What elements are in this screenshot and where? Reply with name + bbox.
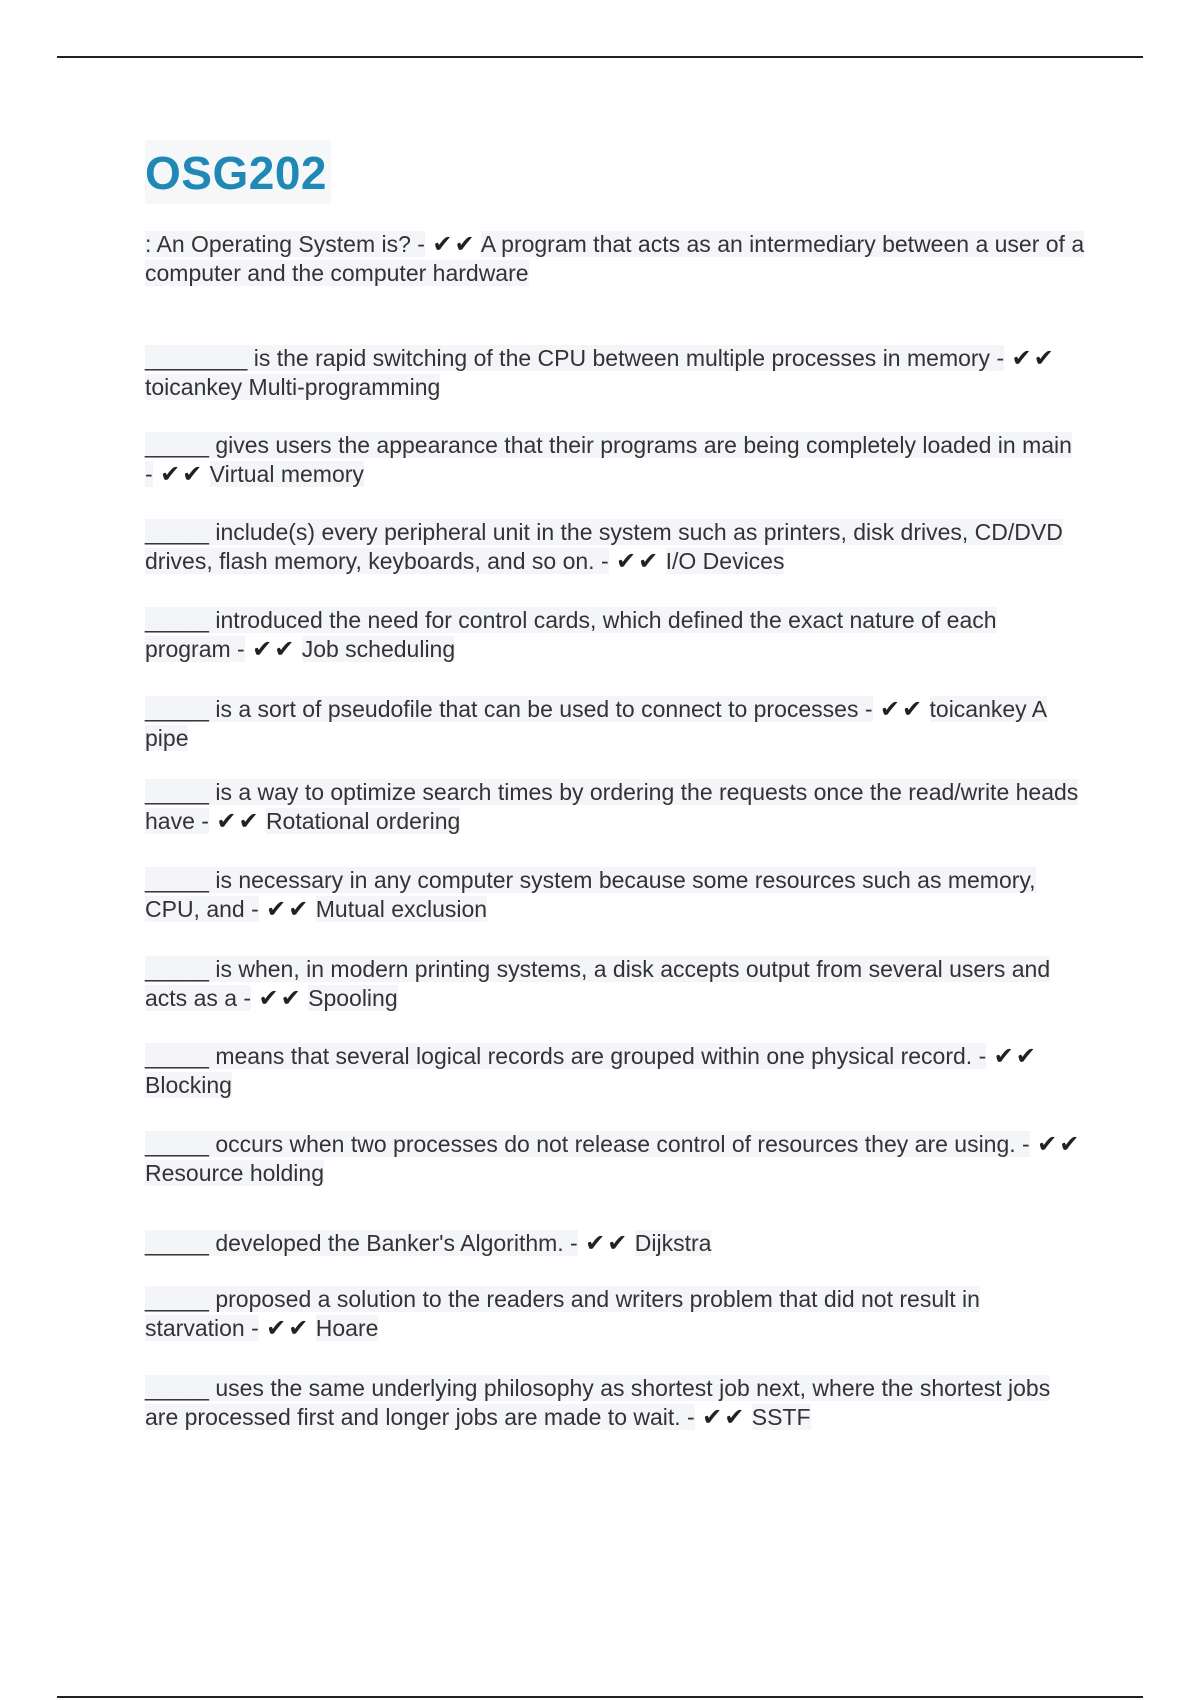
top-rule [57,56,1143,58]
check-mark-icon: ✔ [238,807,259,835]
question-text: _____ proposed a solution to the readers and writers problem that did not result in starvation - [145,1286,980,1341]
qa-item [145,1285,1085,1343]
answer-text: toicankey A pipe [145,696,1048,751]
answer-text: SSTF [751,1404,811,1430]
qa-item [145,230,1085,288]
check-mark-icon: ✔ [252,635,273,663]
check-mark-icon: ✔ [1015,1042,1036,1070]
check-mark-icon: ✔ [879,695,901,723]
check-mark-icon: ✔ [274,635,295,663]
qa-item [145,344,1085,402]
qa-item [145,1042,1085,1100]
check-mark-icon: ✔ [266,895,287,923]
question-text: _____ means that several logical records are grouped within one physical record. - [145,1043,987,1069]
check-mark-icon: ✔ [724,1403,745,1431]
check-mark-icon: ✔ [1037,1130,1058,1158]
check-mark-icon: ✔ [160,460,181,488]
answer-text: Job scheduling [301,636,456,662]
qa-item [145,518,1085,576]
question-text: _____ developed the Banker's Algorithm. - [145,1230,578,1256]
check-mark-icon: ✔ [266,1314,287,1342]
answer-text: Rotational ordering [265,808,461,834]
answer-text: Hoare [315,1315,379,1341]
question-text: _____ is a sort of pseudofile that can be used to connect to processes - [145,696,873,722]
qa-item [145,1130,1085,1188]
document-title: OSG202 [145,140,331,204]
check-mark-icon: ✔ [1059,1130,1080,1158]
document-body [145,140,1085,1431]
check-mark-icon: ✔ [616,547,637,575]
check-mark-icon: ✔ [182,460,203,488]
answer-text: Resource holding [145,1160,325,1186]
question-text: _____ is necessary in any computer system because some resources such as memory, CPU, and - [145,867,1036,922]
check-mark-icon: ✔ [1011,344,1032,372]
qa-item [145,1229,1085,1258]
check-mark-icon: ✔ [454,230,475,258]
qa-item [145,955,1085,1013]
question-text: _____ is a way to optimize search times by ordering the requests once the read/write heads have - [145,779,1079,834]
answer-text: Dijkstra [634,1230,712,1256]
question-text: _____ gives users the appearance that their programs are being completely loaded in main - [145,432,1072,487]
question-text: _____ include(s) every peripheral unit in the system such as printers, disk drives, CD/DVD drives, flash memory, keyboards, and so on. - [145,519,1063,574]
check-mark-icon: ✔ [607,1229,628,1257]
check-mark-icon: ✔ [1033,344,1054,372]
answer-text: Spooling [308,985,398,1011]
qa-item [145,695,1085,753]
qa-item [145,606,1085,664]
answer-text: Mutual exclusion [315,896,488,922]
question-text: ________ is the rapid switching of the CPU between multiple processes in memory - [145,345,1005,371]
qa-item [145,866,1085,924]
qa-item [145,1374,1085,1432]
question-text: _____ uses the same underlying philosophy as shortest job next, where the shortest jobs are processed first and longer jobs are made to wait. - [145,1375,1051,1430]
check-mark-icon: ✔ [993,1042,1014,1070]
answer-text: Blocking [145,1072,232,1098]
question-text: _____ occurs when two processes do not release control of resources they are using. - [145,1131,1030,1157]
answer-text: toicankey Multi-programming [145,374,441,400]
check-mark-icon: ✔ [702,1403,723,1431]
check-mark-icon: ✔ [638,547,659,575]
question-text: _____ introduced the need for control cards, which defined the exact nature of each program - [145,607,997,662]
answer-text: Virtual memory [209,461,364,487]
check-mark-icon: ✔ [280,984,301,1012]
qa-item [145,778,1085,836]
check-mark-icon: ✔ [902,695,923,723]
check-mark-icon: ✔ [258,984,279,1012]
check-mark-icon: ✔ [216,807,237,835]
qa-item [145,431,1085,489]
bottom-rule [57,1696,1143,1698]
check-mark-icon: ✔ [288,895,309,923]
question-text: : An Operating System is? - [145,231,425,257]
check-mark-icon: ✔ [432,230,453,258]
answer-text: I/O Devices [665,548,785,574]
question-text: _____ is when, in modern printing systems, a disk accepts output from several users and acts as a - [145,956,1051,1011]
check-mark-icon: ✔ [585,1229,606,1257]
answer-text: A program that acts as an intermediary between a user of a computer and the computer hardware [145,231,1085,286]
check-mark-icon: ✔ [288,1314,309,1342]
